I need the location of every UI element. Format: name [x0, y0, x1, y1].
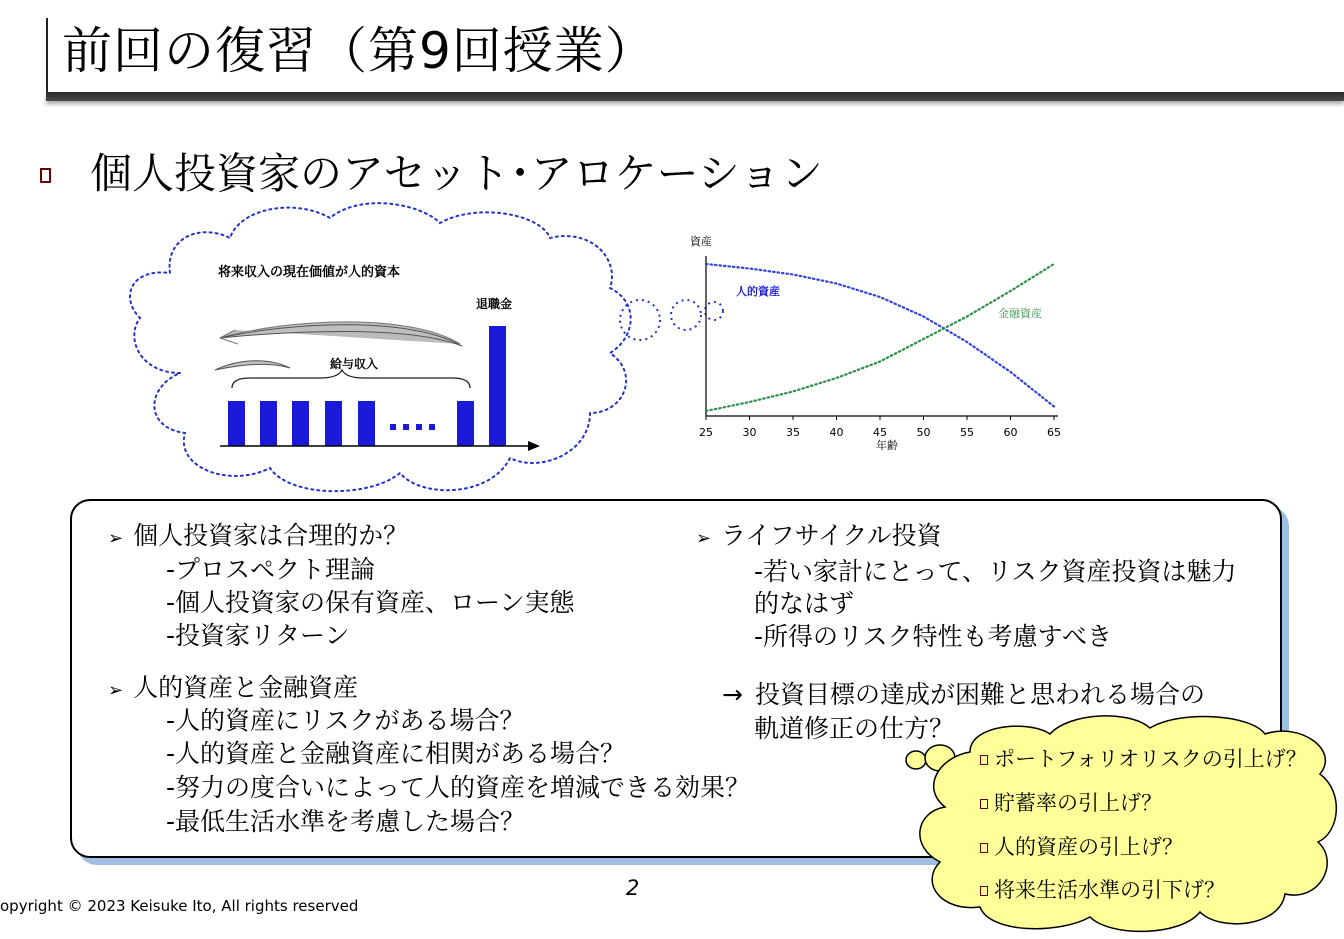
- right-arrow-icon: →: [722, 680, 743, 709]
- lifecycle-asset-chart: [680, 228, 1080, 458]
- left-section1-item: -個人投資家の保有資産、ローン実態: [166, 588, 575, 617]
- ellipsis-dot-4: [429, 424, 435, 430]
- x-tick-label: 35: [786, 426, 800, 439]
- x-tick-label: 55: [960, 426, 974, 439]
- salary-bar-3: [292, 401, 309, 446]
- retirement-label: 退職金: [476, 297, 513, 311]
- thought-cloud-illustration: [120, 198, 740, 498]
- chart-xlabel: 年齢: [876, 439, 898, 452]
- right-section1-head: ➢ ライフサイクル投資: [696, 521, 942, 550]
- ellipsis-dot-2: [403, 424, 409, 430]
- thought-cloud-outline: [130, 203, 631, 491]
- square-bullet-icon: [980, 755, 988, 765]
- left-section2-item: -人的資産にリスクがある場合？: [166, 706, 525, 735]
- salary-label: 給与収入: [330, 357, 379, 371]
- left-section2-item: -努力の度合いによって人的資産を増減できる効果？: [166, 773, 751, 802]
- thought-bubble-large: [620, 300, 660, 340]
- square-bullet-icon: [40, 168, 51, 183]
- left-section2-head: ➢ 人的資産と金融資産: [108, 673, 359, 702]
- salary-brace: [232, 370, 470, 388]
- cloud-item: 将来生活水準の引下げ？: [980, 876, 1225, 904]
- left-section1-head: ➢ 個人投資家は合理的か？: [108, 521, 409, 550]
- time-axis-arrowhead: [528, 441, 540, 451]
- left-section2-item: -人的資産と金融資産に相関がある場合？: [166, 739, 626, 768]
- slide-heading: 個人投資家のアセット･アロケーション: [90, 149, 823, 198]
- left-section1-item: -投資家リターン: [166, 621, 350, 650]
- square-bullet-icon: [980, 886, 988, 896]
- x-tick-label: 30: [742, 426, 757, 439]
- triangle-bullet-icon: ➢: [696, 528, 712, 549]
- copyright-notice: opyright © 2023 Keisuke Ito, All rights reserved: [0, 897, 359, 915]
- x-tick-label: 40: [829, 426, 844, 439]
- cloud-caption: 将来収入の現在価値が人的資本: [218, 265, 401, 280]
- series-label-financial-assets: 金融資産: [998, 307, 1042, 320]
- chart-ylabel: 資産: [690, 235, 712, 248]
- cloud-item: 貯蓄率の引上げ？: [980, 789, 1162, 817]
- page-number: 2: [626, 876, 640, 900]
- salary-bar-last: [457, 401, 474, 446]
- x-tick-label: 65: [1047, 426, 1061, 439]
- conclusion-line2: 軌道修正の仕方？: [754, 714, 955, 743]
- x-tick-label: 45: [873, 426, 887, 439]
- series-label-human-capital: 人的資産: [736, 285, 780, 298]
- short-discount-swoosh: [215, 361, 290, 370]
- salary-bar-1: [228, 401, 245, 446]
- right-section1-item: -若い家計にとって、リスク資産投資は魅力: [754, 557, 1237, 586]
- x-tick-label: 50: [916, 426, 931, 439]
- cloud-item: ポートフォリオリスクの引上げ？: [980, 745, 1307, 773]
- ellipsis-dot-1: [390, 424, 396, 430]
- left-section1-item: -プロスペクト理論: [166, 555, 376, 584]
- yellow-bubble-small: [906, 751, 926, 769]
- cloud-item: 人的資産の引上げ？: [980, 833, 1183, 861]
- right-section1-item: -所得のリスク特性も考慮すべき: [754, 622, 1113, 651]
- slide-title: 前回の復習（第9回授業）: [62, 22, 656, 80]
- salary-bar-5: [358, 401, 375, 446]
- x-tick-label: 25: [699, 426, 713, 439]
- square-bullet-icon: [980, 843, 988, 853]
- left-section2-item: -最低生活水準を考慮した場合？: [166, 807, 526, 836]
- salary-bar-4: [325, 401, 342, 446]
- title-left-bar: [46, 18, 48, 100]
- title-rule: [46, 92, 1344, 101]
- conclusion-line1: → 投資目標の達成が困難と思われる場合の: [722, 680, 1205, 709]
- x-tick-label: 60: [1003, 426, 1018, 439]
- right-section1-item: 的なはず: [754, 589, 855, 618]
- square-bullet-icon: [980, 799, 988, 809]
- triangle-bullet-icon: ➢: [108, 680, 124, 701]
- salary-bar-2: [260, 401, 277, 446]
- retirement-bar: [489, 326, 506, 446]
- triangle-bullet-icon: ➢: [108, 528, 124, 549]
- ellipsis-dot-3: [416, 424, 422, 430]
